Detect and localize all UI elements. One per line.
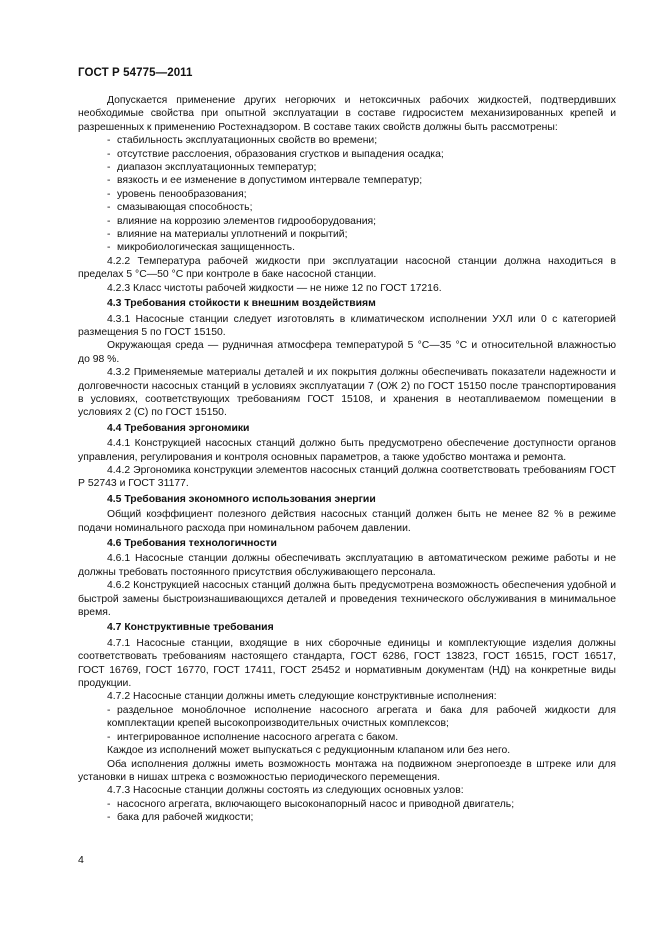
list-item: - вязкость и ее изменение в допустимом интервале температур; (78, 174, 616, 187)
paragraph: 4.7.2 Насосные станции должны иметь следующие конструктивные исполнения: (107, 691, 497, 703)
page-number: 4 (78, 854, 84, 866)
list-item: - стабильность эксплуатационных свойств во времени; (78, 134, 616, 147)
paragraph: 4.2.3 Класс чистоты рабочей жидкости — не ниже 12 по ГОСТ 17216. (107, 282, 442, 294)
list-item: - влияние на коррозию элементов гидрооборудования; (78, 215, 616, 228)
list-item: - раздельное моноблочное исполнение насосного агрегата и бака для рабочей жидкости для комплектации крепей высокопроизводительных очистных комплексов; (78, 704, 616, 731)
list-item: - интегрированное исполнение насосного агрегата с баком. (78, 731, 616, 744)
list-item: - диапазон эксплуатационных температур; (78, 161, 616, 174)
paragraph: 4.6.2 Конструкцией насосных станций должна быть предусмотрена возможность обеспечения удобной и быстрой замены быстроизнашивающихся деталей и проведения технического обслуживания в минимальное время. (78, 580, 616, 619)
paragraph: 4.3.1 Насосные станции следует изготовлять в климатическом исполнении УХЛ или 0 с категорией размещения 5 по ГОСТ 15150. (78, 313, 616, 338)
list-item: - влияние на материалы уплотнений и покрытий; (78, 228, 616, 241)
section-heading: 4.5 Требования экономного использования энергии (107, 493, 376, 505)
list-item: - уровень пенообразования; (78, 188, 616, 201)
document-body (78, 94, 616, 825)
list-item: - смазывающая способность; (78, 201, 616, 214)
list-item: - микробиологическая защищенность. (78, 241, 616, 254)
paragraph: 4.4.1 Конструкцией насосных станций должно быть предусмотрено обеспечение доступности органов управления, регулирования и контроля основных параметров, а также удобство монтажа и ремонта. (78, 438, 616, 463)
paragraph: 4.3.2 Применяемые материалы деталей и их покрытия должны обеспечивать показатели надежности и долговечности насосных станций в условиях эксплуатации 7 (ОЖ 2) по ГОСТ 15150 после транспортирования в условиях, соответствующих требованиям ГОСТ 15108, и хранения в неотапливаемом помещении в условиях 2 (С) по ГОСТ 15150. (78, 367, 616, 419)
document-header: ГОСТ Р 54775—2011 (78, 67, 193, 79)
section-heading: 4.7 Конструктивные требования (107, 622, 274, 634)
list-item: - отсутствие расслоения, образования сгустков и выпадения осадка; (78, 148, 616, 161)
paragraph: Каждое из исполнений может выпускаться с редукционным клапаном или без него. (107, 745, 511, 757)
paragraph: 4.7.1 Насосные станции, входящие в них сборочные единицы и комплектующие изделия должны соответствовать требованиям настоящего стандарта, ГОСТ 6286, ГОСТ 13823, ГОСТ 16515, ГОСТ 16517, ГОСТ 16769, ГОСТ 16770, ГОСТ 17411, ГОСТ 25452 и нормативным документам (НД) на конкретные виды продукции. (78, 637, 616, 690)
section-heading: 4.3 Требования стойкости к внешним воздействиям (107, 298, 376, 310)
paragraph: Оба исполнения должны иметь возможность монтажа на подвижном энергопоезде в штреке или для установки в нишах штрека с возможностью периодического перемещения. (78, 758, 616, 783)
paragraph: Окружающая среда — рудничная атмосфера температурой 5 °С—35 °С и относительной влажностью до 98 %. (78, 340, 616, 365)
paragraph: 4.2.2 Температура рабочей жидкости при эксплуатации насосной станции должна находиться в пределах 5 °С—50 °С при контроле в баке насосной станции. (78, 255, 616, 281)
paragraph: 4.7.3 Насосные станции должны состоять из следующих основных узлов: (107, 785, 464, 797)
paragraph: Общий коэффициент полезного действия насосных станций должен быть не менее 82 % в режиме подачи номинального расхода при номинальном рабочем давлении. (78, 509, 616, 534)
section-heading: 4.4 Требования эргономики (107, 422, 250, 434)
list-item: - насосного агрегата, включающего высоконапорный насос и приводной двигатель; (78, 798, 616, 811)
paragraph: 4.6.1 Насосные станции должны обеспечивать эксплуатацию в автоматическом режиме работы и не должны требовать постоянного присутствия обслуживающего персонала. (78, 553, 616, 578)
paragraph: 4.4.2 Эргономика конструкции элементов насосных станций должна соответствовать требованиям ГОСТ Р 52743 и ГОСТ 31177. (78, 464, 616, 490)
paragraph: Допускается применение других негорючих и нетоксичных рабочих жидкостей, подтвердивших необходимые свойства при опытной эксплуатации в составе гидросистем механизированных крепей и разрешенных к применению Ростехнадзором. В составе таких свойств должны быть рассмотрены: (78, 95, 616, 133)
section-heading: 4.6 Требования технологичности (107, 538, 277, 549)
list-item: - бака для рабочей жидкости; (78, 811, 616, 824)
